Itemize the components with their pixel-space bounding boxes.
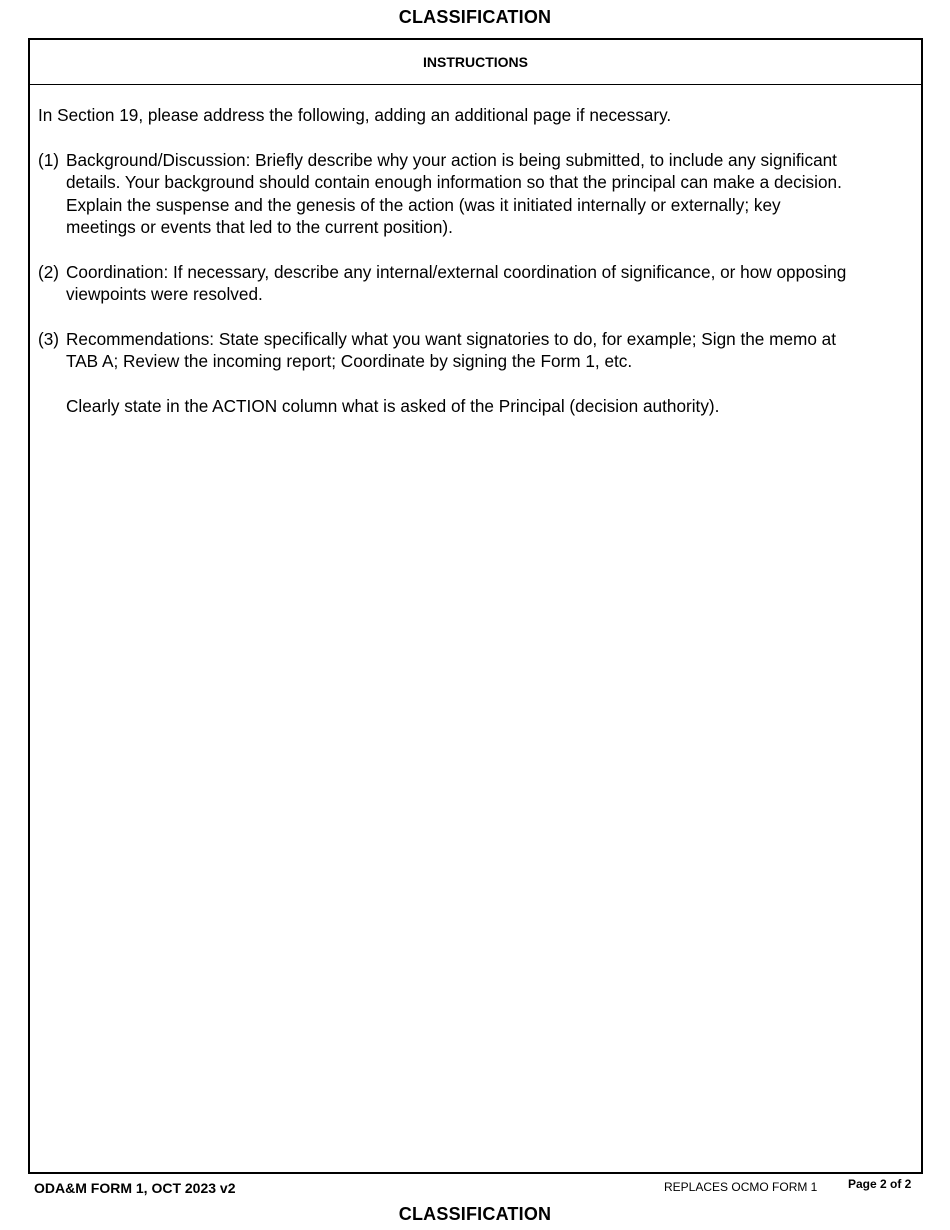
instructions-section bbox=[28, 38, 923, 1174]
item-number: (1) bbox=[38, 149, 60, 170]
item-line: details. Your background should contain enough information so that the principal can make a decision. bbox=[66, 172, 842, 193]
item-line: Explain the suspense and the genesis of the action (was it initiated internally or externally; key bbox=[66, 194, 781, 215]
instructions-intro: In Section 19, please address the following, adding an additional page if necessary. bbox=[38, 105, 672, 125]
item-line: Background/Discussion: Briefly describe why your action is being submitted, to include any significant bbox=[66, 149, 837, 170]
instructions-header: INSTRUCTIONS bbox=[30, 40, 921, 85]
instructions-body bbox=[38, 104, 916, 418]
item-line: meetings or events that led to the current position). bbox=[66, 217, 453, 238]
instruction-item-recommendations bbox=[38, 328, 916, 373]
instruction-item-background bbox=[38, 149, 916, 239]
form-identifier: ODA&M FORM 1, OCT 2023 v2 bbox=[34, 1180, 236, 1196]
item-number: (3) bbox=[38, 329, 60, 350]
item-line: viewpoints were resolved. bbox=[66, 284, 263, 305]
replaces-note: REPLACES OCMO FORM 1 bbox=[664, 1180, 818, 1194]
item-line: TAB A; Review the incoming report; Coordinate by signing the Form 1, etc. bbox=[66, 351, 633, 372]
instruction-item-coordination bbox=[38, 261, 916, 306]
page-number: Page 2 of 2 bbox=[848, 1177, 912, 1191]
item-line: Recommendations: State specifically what you want signatories to do, for example; Sign the memo at bbox=[66, 329, 837, 350]
classification-marking-bottom: CLASSIFICATION bbox=[398, 1204, 552, 1224]
instructions-closing: Clearly state in the ACTION column what is asked of the Principal (decision authority). bbox=[66, 396, 720, 417]
item-number: (2) bbox=[38, 261, 60, 282]
classification-marking-top: CLASSIFICATION bbox=[398, 7, 552, 27]
item-line: Coordination: If necessary, describe any internal/external coordination of significance, or how opposing bbox=[66, 261, 847, 282]
